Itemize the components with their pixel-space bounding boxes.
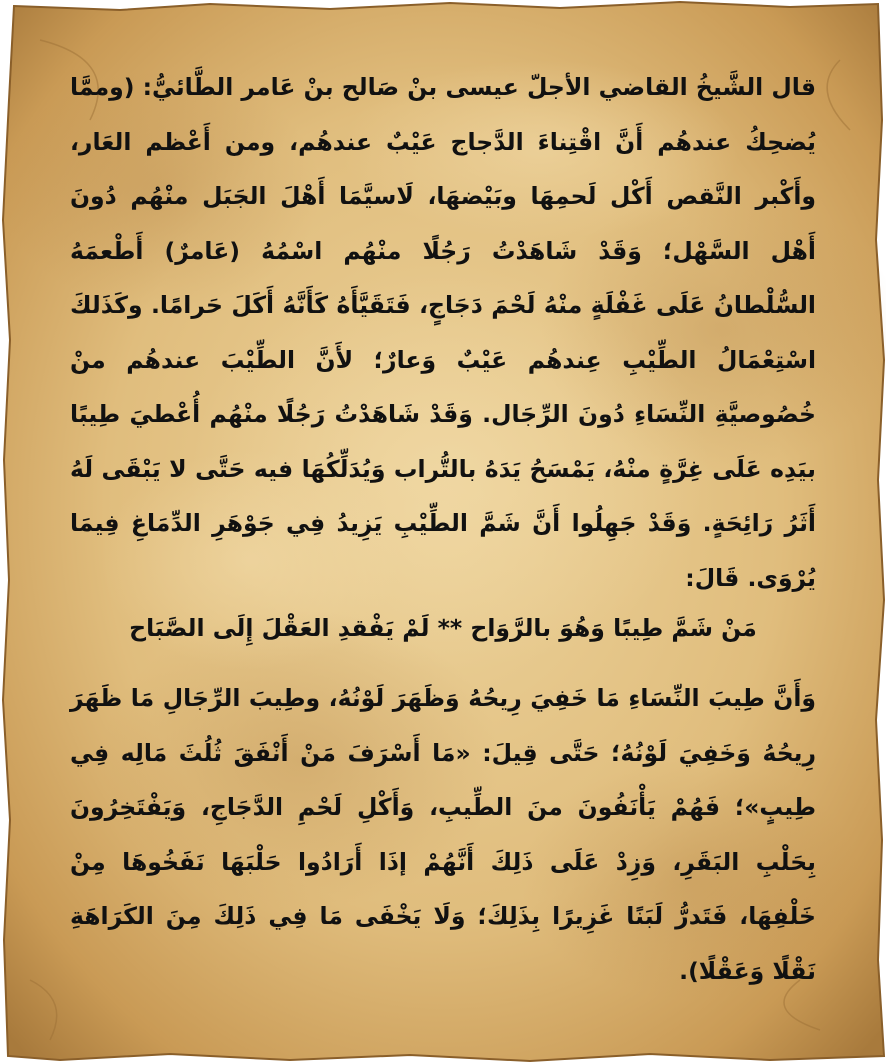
- paragraph-2: وَأَنَّ طِيبَ النِّسَاءِ مَا خَفِيَ رِيحُهُ وَظَهَرَ لَوْنُهُ، وطِيبَ الرِّجَالِ مَا ظَهَرَ رِيحُهُ وَخَفِيَ لَوْنُهُ؛ حَتَّى قِيلَ: «مَا أَسْرَفَ مَنْ أَنْفَقَ ثُلُثَ مَالِه فِي طِيبٍ»؛ فَهُمْ يَأْنَفُونَ منَ الطِّيبِ، وَأَكْلِ لَحْمِ الدَّجَاجِ، وَيَفْتَخِرُونَ بِحَلْبِ البَقَرِ، وَزِدْ عَلَى ذَلِكَ أَنَّهُمْ إذَا أَرَادُوا حَلْبَهَا نَفَخُوهَا مِنْ خَلْفِهَا، فَتَدرُّ لَبَنًا غَزِيرًا بِذَلِكَ؛ وَلَا يَخْفَى مَا فِي ذَلِكَ مِنَ الكَرَاهَةِ نَقْلًا وَعَقْلًا).: [70, 684, 816, 985]
- poetry-verse: مَنْ شَمَّ طِيبًا وَهُوَ بالرَّوَاح ** لَمْ يَفْقدِ العَقْلَ إِلَى الصَّبَاح: [129, 614, 757, 642]
- paragraph-1: قال الشَّيخُ القاضي الأجلّ عيسى بنْ صَالح بنْ عَامر الطَّائيُّ: (وممَّا يُضحِكُ عندهُم أَنَّ اقْتِناءَ الدَّجاج عَيْبٌ عندهُم، ومن أَعْظم العَار، وأَكْبر النَّقص أَكْل لَحمِهَا وبَيْضهَا، لَاسيَّمَا أَهْلَ الجَبَل منْهُم دُونَ أَهْل السَّهْل؛ وَقَدْ شَاهَدْتُ رَجُلًا منْهُم اسْمُهُ (عَامرٌ) أَطْعمَهُ السُّلْطانُ عَلَى غَفْلَةٍ منْهُ لَحْمَ دَجَاجٍ، فَتَقَيَّأَهُ كَأَنَّهُ أَكَلَ حَرامًا. وكَذَلكَ اسْتِعْمَالُ الطِّيْبِ عِندهُم عَيْبٌ وَعارٌ؛ لأَنَّ الطِّيْبَ عندهُم منْ خُصُوصيَّةِ النِّسَاءِ دُونَ الرِّجَال. وَقَدْ شَاهَدْتُ رَجُلًا منْهُم أُعْطيَ طِيبًا بيَدِه عَلَى غِرَّةٍ منْهُ، يَمْسَحُ يَدَهُ بالتُّراب وَيُدَلِّكُهَا فيه حَتَّى لا يَبْقَى لَهُ أَثَرُ رَائِحَةٍ. وَقَدْ جَهِلُوا أَنَّ شَمَّ الطِّيْبِ يَزِيدُ فِي جَوْهَرِ الدِّمَاغِ فِيمَا يُرْوَى. قَالَ:: [70, 73, 816, 592]
- document-body: [70, 60, 816, 998]
